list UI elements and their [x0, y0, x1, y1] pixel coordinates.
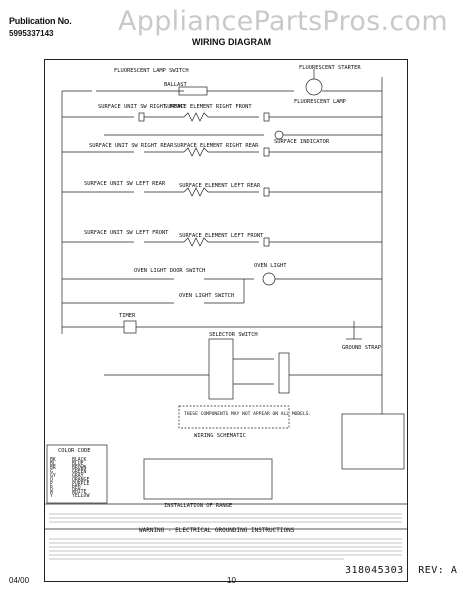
color-code-abbr: P	[50, 482, 53, 487]
color-code-abbr: GY	[50, 474, 56, 479]
label-wiring-schematic: WIRING SCHEMATIC	[194, 433, 246, 439]
label-ballast: BALLAST	[164, 82, 187, 88]
color-code-name: BLACK	[72, 458, 87, 463]
label-fluorescent-lamp-switch: FLUORESCENT LAMP SWITCH	[114, 68, 189, 74]
color-code-table	[50, 457, 89, 499]
color-code-name: GRAY	[72, 474, 84, 479]
publication-label: Publication No.	[9, 16, 72, 26]
label-oven-light-switch: OVEN LIGHT SWITCH	[179, 293, 235, 299]
color-code-name: WHITE	[72, 490, 87, 495]
page-number: 10	[227, 576, 236, 585]
label-selector-switch: SELECTOR SWITCH	[209, 332, 258, 338]
label-timer: TIMER	[119, 313, 136, 319]
revision: REV: A	[418, 565, 458, 576]
label-surface-element-rf: SURFACE ELEMENT RIGHT FRONT	[164, 104, 252, 110]
document-number	[345, 565, 457, 576]
color-code-name: PURPLE	[72, 482, 90, 487]
color-code-name: BROWN	[72, 466, 87, 471]
label-ground-strap: GROUND STRAP	[342, 345, 381, 351]
label-surface-unit-lr: SURFACE UNIT SW LEFT REAR	[84, 181, 166, 187]
document-title: WIRING DIAGRAM	[192, 37, 271, 47]
color-code-abbr: Y	[50, 494, 53, 499]
fine-print	[49, 514, 402, 559]
label-surface-unit-lf: SURFACE UNIT SW LEFT FRONT	[84, 230, 169, 236]
label-surface-element-lr: SURFACE ELEMENT LEFT REAR	[179, 183, 261, 189]
color-code-name: YELLOW	[72, 494, 90, 499]
installation-title: INSTALLATION OF RANGE	[164, 503, 233, 509]
label-surface-unit-rf: SURFACE UNIT SW RIGHT FRONT	[98, 104, 186, 110]
wiring-diagram	[44, 59, 408, 582]
color-code-abbr: O	[50, 478, 53, 483]
color-code-abbr: BL	[50, 462, 56, 467]
color-code-abbr: BK	[50, 458, 56, 463]
color-code-abbr: R	[50, 486, 53, 491]
color-code-name: ORANGE	[72, 478, 90, 483]
color-code-abbr: BR	[50, 466, 56, 471]
color-code-title: COLOR CODE	[58, 448, 91, 454]
label-surface-indicator: SURFACE INDICATOR	[274, 139, 330, 145]
color-code-name: GREEN	[72, 470, 87, 475]
part-number: 5995337143	[9, 29, 54, 38]
note-components: THESE COMPONENTS MAY NOT APPEAR ON ALL MODELS.	[184, 412, 312, 417]
warning-title: WARNING - ELECTRICAL GROUNDING INSTRUCTIONS	[139, 527, 295, 534]
doc-number: 318045303	[345, 565, 404, 576]
label-surface-element-lf: SURFACE ELEMENT LEFT FRONT	[179, 233, 264, 239]
color-code-name: BLUE	[72, 462, 84, 467]
label-oven-light: OVEN LIGHT	[254, 263, 287, 269]
color-code-abbr: G	[50, 470, 53, 475]
label-fluorescent-lamp: FLUORESCENT LAMP	[294, 99, 346, 105]
color-code-abbr: W	[50, 490, 53, 495]
color-code-name: RED	[72, 486, 81, 491]
label-surface-element-rr: SURFACE ELEMENT RIGHT REAR	[174, 143, 259, 149]
label-surface-unit-rr: SURFACE UNIT SW RIGHT REAR	[89, 143, 174, 149]
watermark: AppliancePartsPros.com	[118, 6, 448, 37]
label-oven-light-door-switch: OVEN LIGHT DOOR SWITCH	[134, 268, 206, 274]
label-fluorescent-starter: FLUORESCENT STARTER	[299, 65, 361, 71]
footer-date: 04/00	[9, 576, 30, 585]
